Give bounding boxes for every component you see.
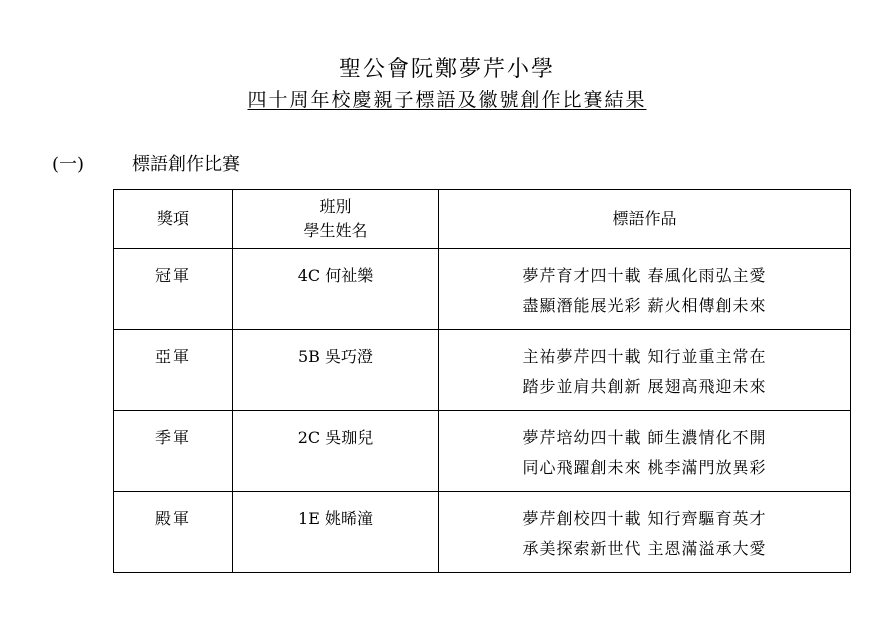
table-row [114,492,851,573]
slogan-line: 同心飛躍創未來 桃李滿門放異彩 [522,458,767,477]
slogan-line: 夢芹創校四十載 知行齊驅育英才 [522,509,767,528]
header-class: 班別 [319,197,352,216]
slogan-line: 盡顯潛能展光彩 薪火相傳創未來 [522,296,767,315]
student-cell: 1E 姚晞潼 [233,492,439,573]
slogan-cell [439,492,851,573]
award-cell: 冠軍 [114,249,233,330]
table-row [114,411,851,492]
slogan-cell [439,330,851,411]
slogan-cell [439,411,851,492]
slogan-line: 主祐夢芹四十載 知行並重主常在 [522,347,767,366]
results-table [113,189,851,573]
header-slogan: 標語作品 [439,190,851,249]
award-cell: 季軍 [114,411,233,492]
slogan-line: 夢芹育才四十載 春風化雨弘主愛 [522,266,767,285]
subtitle-wrapper [0,85,894,112]
section-heading [52,150,240,176]
award-cell: 殿軍 [114,492,233,573]
student-cell: 2C 吳珈兒 [233,411,439,492]
table-header-row [114,190,851,249]
student-cell: 5B 吳巧澄 [233,330,439,411]
table-row [114,249,851,330]
section-title: 標語創作比賽 [132,154,240,175]
school-name: 聖公會阮鄭夢芹小學 [338,57,555,82]
header-class-name [233,190,439,249]
table-row [114,330,851,411]
slogan-cell [439,249,851,330]
slogan-line: 承美探索新世代 主恩滿溢承大愛 [522,539,767,558]
document-subtitle: 四十周年校慶親子標語及徽號創作比賽結果 [247,89,647,111]
slogan-line: 夢芹培幼四十載 師生濃情化不開 [522,428,767,447]
header-award: 獎項 [114,190,233,249]
header-student-name: 學生姓名 [303,221,368,240]
slogan-line: 踏步並肩共創新 展翅高飛迎未來 [522,377,767,396]
section-number: (一) [52,154,85,175]
student-cell: 4C 何祉樂 [233,249,439,330]
award-cell: 亞軍 [114,330,233,411]
